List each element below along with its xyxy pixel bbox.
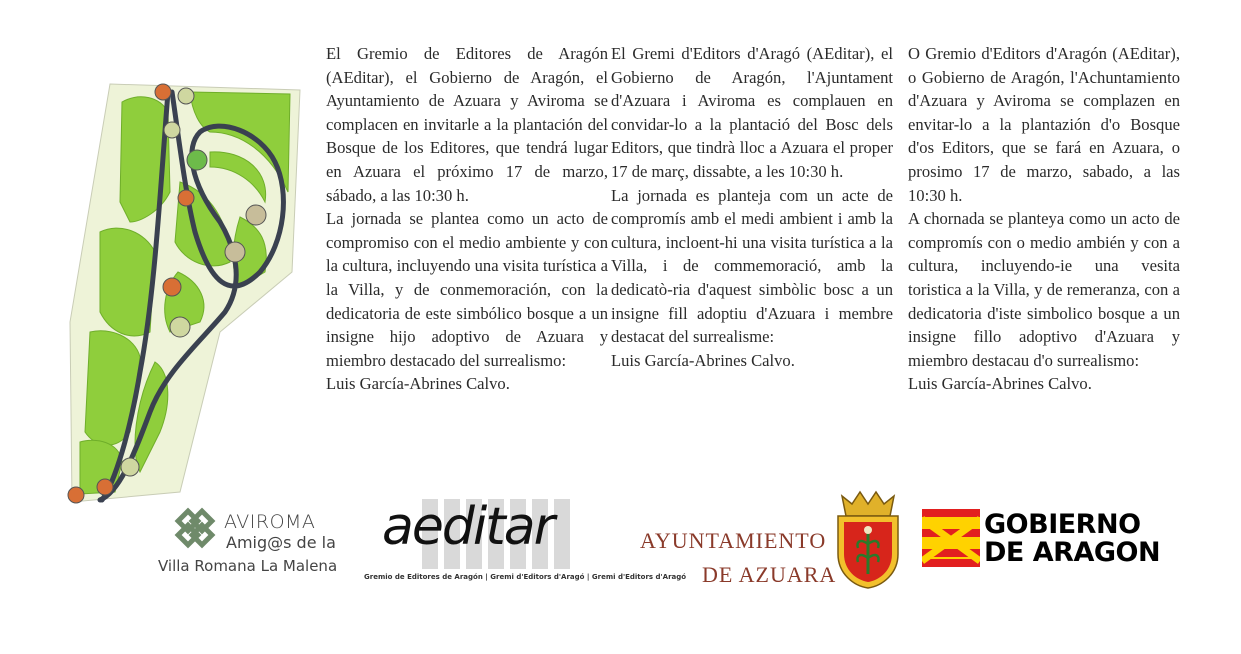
honoree-name: Luis García-Abrines Calvo. [326,374,510,394]
paragraph: O Gremio d'Editors d'Aragón (AEditar), o Gobierno de Aragón, l'Achuntamiento d'Azuara y Aviroma se complazen en envitar-lo a la plantazión d'o Bosque d'os Editors, que se fará en Azuara, o prosimo 17 de marzo, sabado, a las 10:30 h. [908,44,1180,205]
gobierno-line-2: DE ARAGON [984,537,1161,568]
azuara-logo [640,490,910,590]
aeditar-subtitle: Gremio de Editores de Aragón | Gremi d'Editors d'Aragó | Gremi d'Editors d'Aragó [364,573,687,581]
aragon-flag-icon [922,509,980,567]
paragraph: El Gremio de Editores de Aragón (AEditar), el Gobierno de Aragón, el Ayuntamiento de Azuara y Aviroma se complacen en invitarle a la plantación del Bosque de los Editores, que tendrá lugar en Azuara el próximo 17 de marzo, sábado, a las 10:30 h. [326,44,608,205]
knot-icon [172,505,218,551]
gobierno-de-aragon-logo [922,507,1182,577]
aeditar-wordmark: aeditar [382,497,553,557]
aviroma-tagline: Amig@s de la [226,533,336,552]
invitation-text-aragonese [908,42,1180,396]
aviroma-logo [158,503,350,583]
invitation-text-catalan [611,42,893,372]
invitation-text-spanish [326,42,608,396]
gobierno-line-1: GOBIERNO [984,509,1141,540]
paragraph: A chornada se planteya como un acto de compromís con o medio ambién y con a cultura, incluyendo-ie una vesita toristica a la Villa, y de remeranza, con a dedicatoria d'iste simbolico bosque a un insigne fillo adoptivo d'Azuara y miembro destacau d'o surrealismo: [908,209,1180,370]
paragraph: La jornada es planteja com un acte de compromís amb el medi ambient i amb la cultura, incloent-hi una visita turística a la Villa, i de commemoració, amb la dedicatò-ria d'aquest simbòlic bosc a un insigne fill adoptiu d'Azuara i membre destacat del surrealisme: [611,185,893,347]
park-plan-illustration [60,72,305,512]
azuara-line-1: AYUNTAMIENTO [640,528,827,553]
paragraph: El Gremi d'Editors d'Aragó (AEditar), el Gobierno de Aragón, l'Ajuntament d'Azuara i Aviroma es complauen en convidar-lo a la plantació del Bosc dels Editors, que tindrà lloc a Azuara el proper 17 de març, dissabte, a les 10:30 h. [611,44,893,181]
azuara-line-2: DE AZUARA [702,562,837,587]
aeditar-logo [362,497,687,585]
honoree-name: Luis García-Abrines Calvo. [611,350,795,370]
paragraph: La jornada se plantea como un acto de compromiso con el medio ambiente y con la cultura, incluyendo una visita turística a la Villa, y de conmemoración, con la dedicatoria de este simbólico bosque a un insigne hijo adoptivo de Azuara y miembro destacado del surrealismo: [326,209,608,370]
azuara-coat-of-arms-icon [832,490,904,590]
aviroma-tagline-2: Villa Romana La Malena [158,557,338,575]
honoree-name: Luis García-Abrines Calvo. [908,374,1092,394]
aviroma-name: AVIROMA [224,511,316,533]
